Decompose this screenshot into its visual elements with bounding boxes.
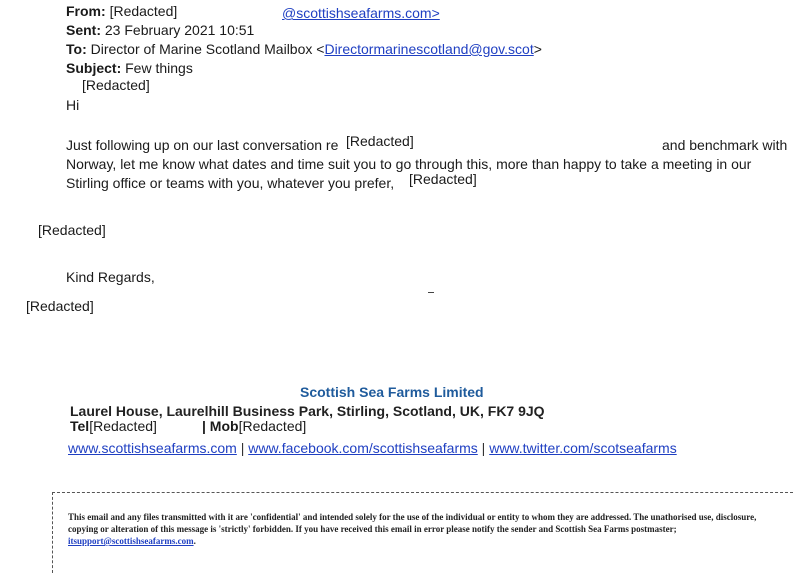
subject-label: Subject: (66, 60, 122, 76)
to-label: To: (66, 41, 87, 57)
from-redacted: [Redacted] (109, 3, 178, 19)
sent-label: Sent: (66, 22, 101, 38)
body-line1-end: and benchmark with (662, 137, 788, 153)
body-line3: Stirling office or teams with you, whatever you prefer, (66, 175, 395, 191)
signature-links (68, 440, 677, 456)
stray-mark (428, 292, 434, 293)
to-close: > (533, 41, 542, 57)
body-line3-redacted: [Redacted] (409, 171, 477, 187)
body-line1-start: Just following up on our last conversation re (66, 137, 339, 153)
tel-label: Tel (70, 418, 90, 434)
link-separator: | (240, 440, 245, 456)
company-address: Laurel House, Laurelhill Business Park, Stirling, Scotland, UK, FK7 9JQ (70, 403, 545, 419)
mob-line (202, 418, 306, 434)
sender-redacted: [Redacted] (26, 298, 94, 314)
to-line (66, 40, 542, 58)
sent-value: 23 February 2021 10:51 (104, 22, 255, 38)
greeting: Hi (66, 97, 80, 113)
body-line2: Norway, let me know what dates and time suit you to go through this, more than happy to take a meeting in our (66, 156, 752, 172)
twitter-link[interactable]: www.twitter.com/scotseafarms (489, 440, 677, 456)
website-link[interactable]: www.scottishseafarms.com (68, 440, 237, 456)
subject-redacted: [Redacted] (82, 77, 150, 93)
link-separator: | (481, 440, 486, 456)
mob-redacted: [Redacted] (238, 418, 307, 434)
facebook-link[interactable]: www.facebook.com/scottishseafarms (248, 440, 478, 456)
contact-line (70, 418, 157, 434)
mob-label: | Mob (202, 418, 239, 434)
subject-line (66, 59, 193, 77)
subject-value: Few things (125, 60, 193, 76)
from-label: From: (66, 3, 106, 19)
company-name: Scottish Sea Farms Limited (300, 384, 484, 400)
from-email-link[interactable]: @scottishseafarms.com> (282, 5, 440, 21)
disclaimer-text: This email and any files transmitted with it are 'confidential' and intended solely for the use of the individual or entity to whom they are addressed. The unathorised use, disclosure, copying or alteration of this message is 'strictly' forbidden. If you have received this email in error please notify the sender and Scottish Sea Farms postmaster; (68, 512, 757, 534)
redacted-block: [Redacted] (38, 222, 106, 238)
disclaimer-end: . (193, 536, 196, 546)
tel-redacted: [Redacted] (89, 418, 157, 434)
body-line1-redacted: [Redacted] (346, 133, 414, 149)
disclaimer-email-link[interactable]: itsupport@scottishseafarms.com (68, 536, 194, 546)
closing: Kind Regards, (66, 269, 155, 285)
to-name: Director of Marine Scotland Mailbox < (90, 41, 325, 57)
disclaimer (68, 511, 788, 547)
from-line (66, 2, 177, 20)
to-email-link[interactable]: Directormarinescotland@gov.scot (324, 41, 534, 57)
sent-line (66, 21, 254, 39)
